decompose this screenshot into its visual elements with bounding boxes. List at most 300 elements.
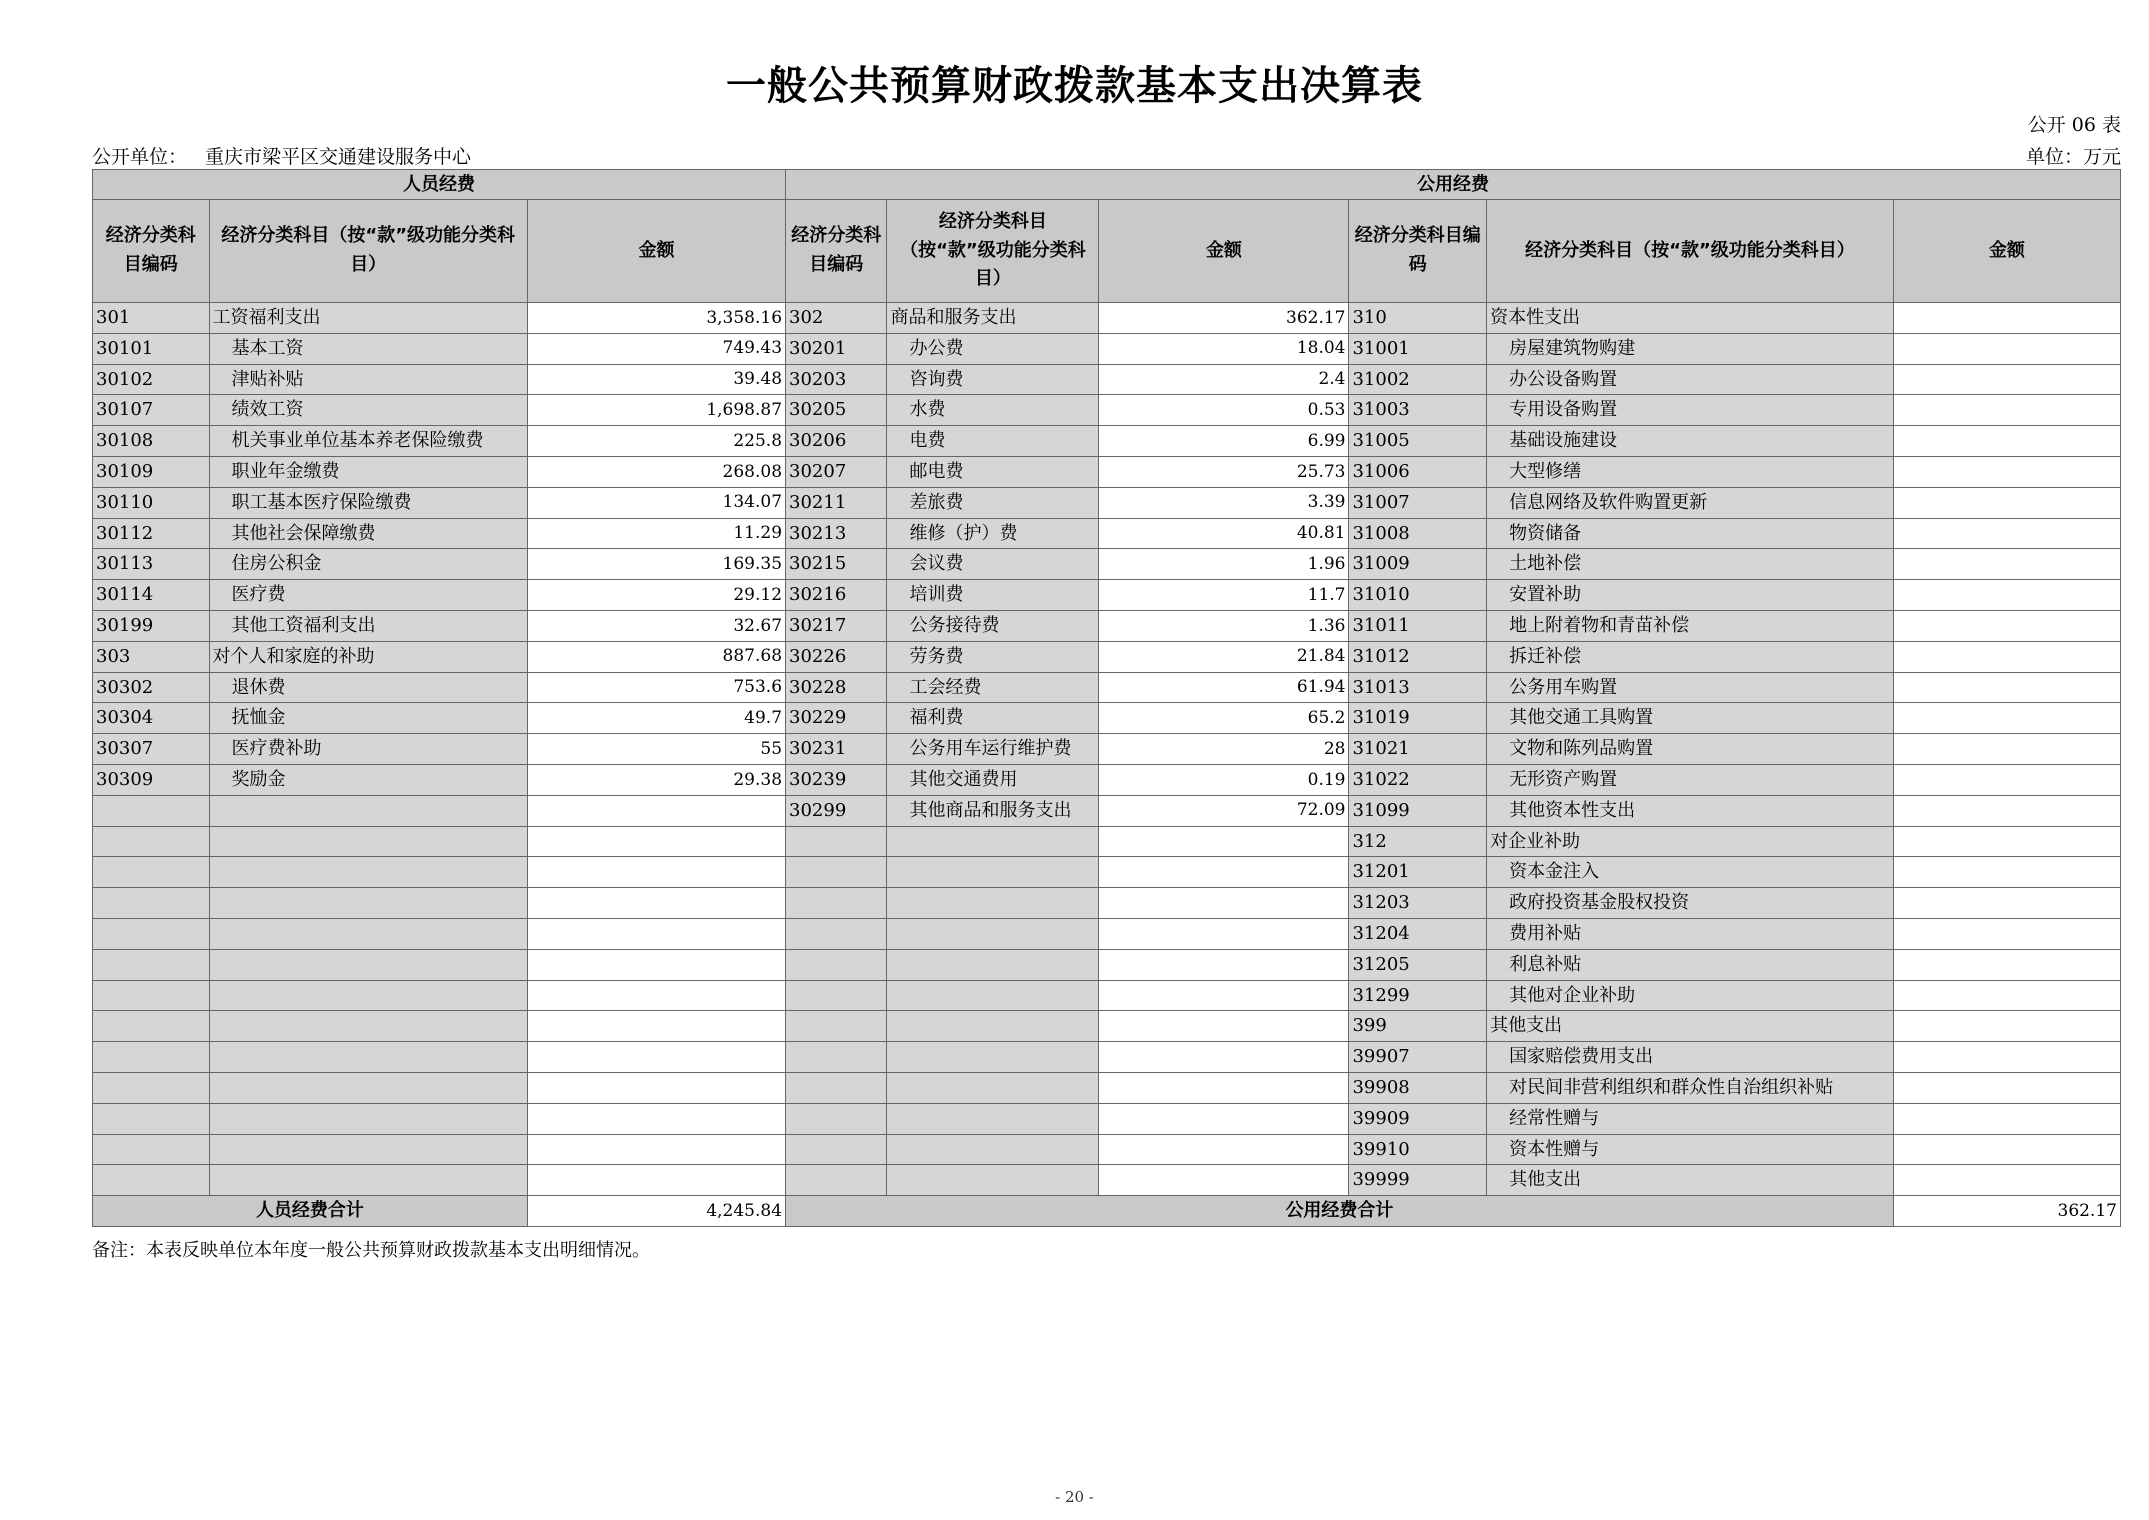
- capital-item-cell: 资本性赠与: [1487, 1134, 1894, 1165]
- goods-code-cell: 30229: [786, 703, 887, 734]
- personnel-code-cell: 303: [93, 641, 210, 672]
- goods-amount-cell: 11.7: [1099, 580, 1349, 611]
- personnel-item-cell: 职业年金缴费: [209, 456, 527, 487]
- goods-code-cell: [786, 918, 887, 949]
- capital-code-cell: 31005: [1349, 426, 1487, 457]
- capital-item-cell: 物资储备: [1487, 518, 1894, 549]
- table-row: [93, 395, 2121, 426]
- capital-code-cell: 31204: [1349, 918, 1487, 949]
- personnel-item-cell: [209, 826, 527, 857]
- personnel-item-cell: 医疗费补助: [209, 734, 527, 765]
- capital-code-cell: 31008: [1349, 518, 1487, 549]
- goods-item-cell: 电费: [887, 426, 1099, 457]
- personnel-amount-cell: 169.35: [527, 549, 785, 580]
- personnel-code-cell: [93, 980, 210, 1011]
- header-goods-code: 经济分类科目编码: [786, 200, 887, 303]
- capital-item-cell: 其他支出: [1487, 1165, 1894, 1196]
- goods-amount-cell: 18.04: [1099, 333, 1349, 364]
- table-row: [93, 672, 2121, 703]
- goods-amount-cell: [1099, 918, 1349, 949]
- personnel-item-cell: 绩效工资: [209, 395, 527, 426]
- capital-code-cell: 31019: [1349, 703, 1487, 734]
- goods-item-cell: [887, 1134, 1099, 1165]
- goods-amount-cell: 21.84: [1099, 641, 1349, 672]
- capital-amount-cell: [1893, 980, 2120, 1011]
- personnel-item-cell: 职工基本医疗保险缴费: [209, 487, 527, 518]
- goods-amount-cell: 1.36: [1099, 610, 1349, 641]
- personnel-code-cell: 30107: [93, 395, 210, 426]
- header-personnel-amount: 金额: [527, 200, 785, 303]
- capital-item-cell: 大型修缮: [1487, 456, 1894, 487]
- capital-code-cell: 31203: [1349, 888, 1487, 919]
- goods-item-cell: [887, 1072, 1099, 1103]
- table-row: [93, 703, 2121, 734]
- goods-item-cell: 办公费: [887, 333, 1099, 364]
- goods-code-cell: 30217: [786, 610, 887, 641]
- goods-code-cell: 30216: [786, 580, 887, 611]
- goods-item-cell: [887, 1042, 1099, 1073]
- personnel-item-cell: 机关事业单位基本养老保险缴费: [209, 426, 527, 457]
- goods-amount-cell: 362.17: [1099, 303, 1349, 334]
- capital-code-cell: 31099: [1349, 795, 1487, 826]
- goods-code-cell: [786, 1134, 887, 1165]
- goods-item-cell: [887, 857, 1099, 888]
- personnel-code-cell: 30309: [93, 764, 210, 795]
- goods-code-cell: [786, 1042, 887, 1073]
- personnel-code-cell: [93, 1011, 210, 1042]
- personnel-item-cell: [209, 857, 527, 888]
- personnel-code-cell: 30114: [93, 580, 210, 611]
- personnel-item-cell: 医疗费: [209, 580, 527, 611]
- capital-item-cell: 文物和陈列品购置: [1487, 734, 1894, 765]
- goods-code-cell: [786, 857, 887, 888]
- capital-item-cell: 安置补助: [1487, 580, 1894, 611]
- goods-amount-cell: 25.73: [1099, 456, 1349, 487]
- header-goods-name: 经济分类科目（按“款”级功能分类科目）: [887, 200, 1099, 303]
- table-row: [93, 518, 2121, 549]
- goods-item-cell: 劳务费: [887, 641, 1099, 672]
- page-title: 一般公共预算财政拨款基本支出决算表: [726, 63, 1423, 109]
- capital-amount-cell: [1893, 672, 2120, 703]
- capital-item-cell: 资本金注入: [1487, 857, 1894, 888]
- goods-item-cell: 公务用车运行维护费: [887, 734, 1099, 765]
- capital-amount-cell: [1893, 580, 2120, 611]
- capital-code-cell: 31010: [1349, 580, 1487, 611]
- personnel-amount-cell: [527, 1072, 785, 1103]
- goods-item-cell: 其他商品和服务支出: [887, 795, 1099, 826]
- capital-item-cell: 对企业补助: [1487, 826, 1894, 857]
- goods-amount-cell: 3.39: [1099, 487, 1349, 518]
- capital-item-cell: 资本性支出: [1487, 303, 1894, 334]
- capital-amount-cell: [1893, 1042, 2120, 1073]
- personnel-code-cell: [93, 1165, 210, 1196]
- personnel-code-cell: [93, 918, 210, 949]
- totals-row: [93, 1196, 2121, 1227]
- table-row: [93, 549, 2121, 580]
- table-row: [93, 826, 2121, 857]
- goods-code-cell: [786, 980, 887, 1011]
- personnel-item-cell: 抚恤金: [209, 703, 527, 734]
- personnel-code-cell: 30112: [93, 518, 210, 549]
- capital-code-cell: 31012: [1349, 641, 1487, 672]
- table-row: [93, 918, 2121, 949]
- personnel-code-cell: 30113: [93, 549, 210, 580]
- goods-amount-cell: [1099, 888, 1349, 919]
- capital-amount-cell: [1893, 610, 2120, 641]
- personnel-amount-cell: [527, 1103, 785, 1134]
- goods-amount-cell: [1099, 1134, 1349, 1165]
- personnel-item-cell: 奖励金: [209, 764, 527, 795]
- capital-amount-cell: [1893, 1011, 2120, 1042]
- capital-amount-cell: [1893, 1165, 2120, 1196]
- table-row: [93, 1042, 2121, 1073]
- goods-code-cell: 30207: [786, 456, 887, 487]
- personnel-code-cell: 301: [93, 303, 210, 334]
- table-row: [93, 333, 2121, 364]
- goods-code-cell: 30211: [786, 487, 887, 518]
- table-row: [93, 795, 2121, 826]
- capital-code-cell: 31011: [1349, 610, 1487, 641]
- personnel-amount-cell: 753.6: [527, 672, 785, 703]
- personnel-item-cell: 其他工资福利支出: [209, 610, 527, 641]
- personnel-code-cell: 30199: [93, 610, 210, 641]
- personnel-item-cell: [209, 980, 527, 1011]
- personnel-amount-cell: [527, 826, 785, 857]
- capital-item-cell: 土地补偿: [1487, 549, 1894, 580]
- goods-amount-cell: 40.81: [1099, 518, 1349, 549]
- goods-amount-cell: [1099, 1042, 1349, 1073]
- capital-code-cell: 39908: [1349, 1072, 1487, 1103]
- capital-item-cell: 其他对企业补助: [1487, 980, 1894, 1011]
- goods-amount-cell: 6.99: [1099, 426, 1349, 457]
- capital-amount-cell: [1893, 888, 2120, 919]
- capital-item-cell: 基础设施建设: [1487, 426, 1894, 457]
- goods-item-cell: 培训费: [887, 580, 1099, 611]
- personnel-item-cell: [209, 918, 527, 949]
- goods-item-cell: 公务接待费: [887, 610, 1099, 641]
- goods-amount-cell: 28: [1099, 734, 1349, 765]
- goods-code-cell: [786, 949, 887, 980]
- budget-table: [92, 169, 2121, 1227]
- personnel-amount-cell: [527, 918, 785, 949]
- personnel-code-cell: 30108: [93, 426, 210, 457]
- capital-item-cell: 其他支出: [1487, 1011, 1894, 1042]
- personnel-amount-cell: [527, 888, 785, 919]
- table-body: [93, 303, 2121, 1196]
- personnel-item-cell: [209, 795, 527, 826]
- capital-code-cell: 31022: [1349, 764, 1487, 795]
- goods-code-cell: 30203: [786, 364, 887, 395]
- table-row: [93, 949, 2121, 980]
- capital-amount-cell: [1893, 764, 2120, 795]
- capital-code-cell: 31021: [1349, 734, 1487, 765]
- table-note: 备注：本表反映单位本年度一般公共预算财政拨款基本支出明细情况。: [92, 1240, 650, 1261]
- table-row: [93, 764, 2121, 795]
- capital-code-cell: 399: [1349, 1011, 1487, 1042]
- personnel-amount-cell: [527, 949, 785, 980]
- goods-item-cell: 福利费: [887, 703, 1099, 734]
- goods-amount-cell: [1099, 1103, 1349, 1134]
- capital-amount-cell: [1893, 734, 2120, 765]
- personnel-code-cell: [93, 1042, 210, 1073]
- goods-item-cell: 工会经费: [887, 672, 1099, 703]
- personnel-amount-cell: 887.68: [527, 641, 785, 672]
- capital-item-cell: 公务用车购置: [1487, 672, 1894, 703]
- personnel-total-value: 4,245.84: [527, 1196, 785, 1227]
- goods-code-cell: 30213: [786, 518, 887, 549]
- capital-item-cell: 专用设备购置: [1487, 395, 1894, 426]
- capital-amount-cell: [1893, 518, 2120, 549]
- capital-code-cell: 31003: [1349, 395, 1487, 426]
- capital-code-cell: 310: [1349, 303, 1487, 334]
- header-goods-amount: 金额: [1099, 200, 1349, 303]
- unit-of-measure: 单位：万元: [2025, 146, 2121, 168]
- personnel-item-cell: [209, 1042, 527, 1073]
- personnel-item-cell: 工资福利支出: [209, 303, 527, 334]
- personnel-amount-cell: 49.7: [527, 703, 785, 734]
- table-row: [93, 1165, 2121, 1196]
- personnel-amount-cell: [527, 795, 785, 826]
- personnel-amount-cell: 749.43: [527, 333, 785, 364]
- capital-item-cell: 政府投资基金股权投资: [1487, 888, 1894, 919]
- header-capital-amount: 金额: [1893, 200, 2120, 303]
- capital-amount-cell: [1893, 456, 2120, 487]
- reporting-unit: [92, 142, 471, 169]
- personnel-item-cell: [209, 1072, 527, 1103]
- capital-code-cell: 31205: [1349, 949, 1487, 980]
- capital-item-cell: 国家赔偿费用支出: [1487, 1042, 1894, 1073]
- goods-amount-cell: [1099, 980, 1349, 1011]
- personnel-code-cell: [93, 795, 210, 826]
- capital-item-cell: 经常性赠与: [1487, 1103, 1894, 1134]
- goods-code-cell: [786, 1165, 887, 1196]
- capital-amount-cell: [1893, 364, 2120, 395]
- form-number: 公开 06 表: [2027, 114, 2121, 136]
- capital-amount-cell: [1893, 1103, 2120, 1134]
- table-row: [93, 980, 2121, 1011]
- personnel-code-cell: [93, 888, 210, 919]
- goods-item-cell: 水费: [887, 395, 1099, 426]
- capital-code-cell: 31001: [1349, 333, 1487, 364]
- personnel-code-cell: 30109: [93, 456, 210, 487]
- capital-code-cell: 39907: [1349, 1042, 1487, 1073]
- personnel-code-cell: 30110: [93, 487, 210, 518]
- capital-amount-cell: [1893, 918, 2120, 949]
- personnel-amount-cell: 55: [527, 734, 785, 765]
- goods-item-cell: [887, 918, 1099, 949]
- capital-item-cell: 信息网络及软件购置更新: [1487, 487, 1894, 518]
- section-personnel: 人员经费: [93, 170, 786, 200]
- goods-code-cell: 30201: [786, 333, 887, 364]
- personnel-code-cell: [93, 949, 210, 980]
- capital-amount-cell: [1893, 549, 2120, 580]
- table-row: [93, 1103, 2121, 1134]
- personnel-code-cell: 30302: [93, 672, 210, 703]
- personnel-item-cell: [209, 888, 527, 919]
- goods-item-cell: [887, 1103, 1099, 1134]
- capital-amount-cell: [1893, 641, 2120, 672]
- goods-amount-cell: [1099, 1072, 1349, 1103]
- personnel-total-label: 人员经费合计: [93, 1196, 528, 1227]
- capital-amount-cell: [1893, 426, 2120, 457]
- goods-item-cell: [887, 888, 1099, 919]
- goods-item-cell: 差旅费: [887, 487, 1099, 518]
- table-row: [93, 1134, 2121, 1165]
- header-capital-code: 经济分类科目编码: [1349, 200, 1487, 303]
- personnel-amount-cell: [527, 857, 785, 888]
- personnel-amount-cell: [527, 980, 785, 1011]
- capital-item-cell: 拆迁补偿: [1487, 641, 1894, 672]
- capital-amount-cell: [1893, 303, 2120, 334]
- personnel-item-cell: [209, 1134, 527, 1165]
- goods-code-cell: [786, 888, 887, 919]
- goods-item-cell: 商品和服务支出: [887, 303, 1099, 334]
- goods-code-cell: 30299: [786, 795, 887, 826]
- goods-code-cell: 30226: [786, 641, 887, 672]
- table-row: [93, 580, 2121, 611]
- public-total-label: 公用经费合计: [786, 1196, 1894, 1227]
- capital-code-cell: 31299: [1349, 980, 1487, 1011]
- goods-code-cell: 302: [786, 303, 887, 334]
- capital-code-cell: 39910: [1349, 1134, 1487, 1165]
- capital-code-cell: 31009: [1349, 549, 1487, 580]
- goods-item-cell: [887, 980, 1099, 1011]
- personnel-item-cell: 基本工资: [209, 333, 527, 364]
- capital-amount-cell: [1893, 1072, 2120, 1103]
- goods-item-cell: 会议费: [887, 549, 1099, 580]
- goods-item-cell: 维修（护）费: [887, 518, 1099, 549]
- capital-code-cell: 31007: [1349, 487, 1487, 518]
- header-personnel-code: 经济分类科目编码: [93, 200, 210, 303]
- goods-item-cell: [887, 1165, 1099, 1196]
- header-personnel-name: 经济分类科目（按“款”级功能分类科目）: [209, 200, 527, 303]
- section-public: 公用经费: [786, 170, 2121, 200]
- goods-amount-cell: [1099, 949, 1349, 980]
- personnel-code-cell: 30304: [93, 703, 210, 734]
- personnel-item-cell: 对个人和家庭的补助: [209, 641, 527, 672]
- personnel-item-cell: [209, 949, 527, 980]
- goods-item-cell: [887, 1011, 1099, 1042]
- capital-amount-cell: [1893, 857, 2120, 888]
- goods-code-cell: 30215: [786, 549, 887, 580]
- personnel-code-cell: [93, 857, 210, 888]
- page-number: - 20 -: [1055, 1488, 1094, 1506]
- capital-item-cell: 办公设备购置: [1487, 364, 1894, 395]
- personnel-item-cell: 退休费: [209, 672, 527, 703]
- goods-code-cell: [786, 826, 887, 857]
- public-total-value: 362.17: [1893, 1196, 2120, 1227]
- capital-amount-cell: [1893, 395, 2120, 426]
- goods-code-cell: 30228: [786, 672, 887, 703]
- personnel-code-cell: 30101: [93, 333, 210, 364]
- personnel-code-cell: 30102: [93, 364, 210, 395]
- goods-code-cell: 30231: [786, 734, 887, 765]
- goods-amount-cell: [1099, 826, 1349, 857]
- capital-code-cell: 31006: [1349, 456, 1487, 487]
- personnel-amount-cell: 29.38: [527, 764, 785, 795]
- personnel-amount-cell: 225.8: [527, 426, 785, 457]
- table-row: [93, 1072, 2121, 1103]
- reporting-unit-name: 重庆市梁平区交通建设服务中心: [205, 146, 472, 168]
- capital-item-cell: 房屋建筑物购建: [1487, 333, 1894, 364]
- table-row: [93, 888, 2121, 919]
- goods-item-cell: 咨询费: [887, 364, 1099, 395]
- reporting-unit-label: 公开单位：: [92, 146, 188, 168]
- capital-code-cell: 31013: [1349, 672, 1487, 703]
- personnel-item-cell: [209, 1011, 527, 1042]
- personnel-amount-cell: 134.07: [527, 487, 785, 518]
- capital-amount-cell: [1893, 949, 2120, 980]
- personnel-amount-cell: 39.48: [527, 364, 785, 395]
- goods-code-cell: 30206: [786, 426, 887, 457]
- goods-amount-cell: 2.4: [1099, 364, 1349, 395]
- personnel-amount-cell: [527, 1042, 785, 1073]
- personnel-code-cell: [93, 826, 210, 857]
- goods-amount-cell: 0.53: [1099, 395, 1349, 426]
- table-row: [93, 426, 2121, 457]
- personnel-item-cell: [209, 1103, 527, 1134]
- personnel-amount-cell: [527, 1165, 785, 1196]
- personnel-code-cell: [93, 1072, 210, 1103]
- table-row: [93, 456, 2121, 487]
- personnel-item-cell: 津贴补贴: [209, 364, 527, 395]
- personnel-amount-cell: 11.29: [527, 518, 785, 549]
- capital-amount-cell: [1893, 795, 2120, 826]
- header-capital-name: 经济分类科目（按“款”级功能分类科目）: [1487, 200, 1894, 303]
- goods-item-cell: 其他交通费用: [887, 764, 1099, 795]
- capital-code-cell: 39999: [1349, 1165, 1487, 1196]
- table-row: [93, 487, 2121, 518]
- capital-amount-cell: [1893, 1134, 2120, 1165]
- personnel-item-cell: 住房公积金: [209, 549, 527, 580]
- goods-amount-cell: 1.96: [1099, 549, 1349, 580]
- personnel-amount-cell: 29.12: [527, 580, 785, 611]
- personnel-amount-cell: 3,358.16: [527, 303, 785, 334]
- personnel-amount-cell: 268.08: [527, 456, 785, 487]
- capital-code-cell: 31002: [1349, 364, 1487, 395]
- goods-amount-cell: 61.94: [1099, 672, 1349, 703]
- goods-amount-cell: [1099, 1011, 1349, 1042]
- capital-item-cell: 利息补贴: [1487, 949, 1894, 980]
- table-row: [93, 641, 2121, 672]
- capital-amount-cell: [1893, 487, 2120, 518]
- table-row: [93, 364, 2121, 395]
- capital-code-cell: 39909: [1349, 1103, 1487, 1134]
- table-row: [93, 1011, 2121, 1042]
- personnel-amount-cell: 1,698.87: [527, 395, 785, 426]
- goods-code-cell: 30239: [786, 764, 887, 795]
- capital-item-cell: 无形资产购置: [1487, 764, 1894, 795]
- capital-item-cell: 其他资本性支出: [1487, 795, 1894, 826]
- goods-amount-cell: 65.2: [1099, 703, 1349, 734]
- goods-item-cell: [887, 826, 1099, 857]
- goods-item-cell: 邮电费: [887, 456, 1099, 487]
- goods-code-cell: [786, 1103, 887, 1134]
- goods-amount-cell: 72.09: [1099, 795, 1349, 826]
- personnel-code-cell: 30307: [93, 734, 210, 765]
- goods-code-cell: [786, 1011, 887, 1042]
- goods-code-cell: [786, 1072, 887, 1103]
- personnel-code-cell: [93, 1103, 210, 1134]
- personnel-item-cell: [209, 1165, 527, 1196]
- personnel-amount-cell: 32.67: [527, 610, 785, 641]
- goods-item-cell: [887, 949, 1099, 980]
- table-row: [93, 610, 2121, 641]
- goods-amount-cell: [1099, 857, 1349, 888]
- capital-item-cell: 其他交通工具购置: [1487, 703, 1894, 734]
- capital-code-cell: 312: [1349, 826, 1487, 857]
- capital-item-cell: 地上附着物和青苗补偿: [1487, 610, 1894, 641]
